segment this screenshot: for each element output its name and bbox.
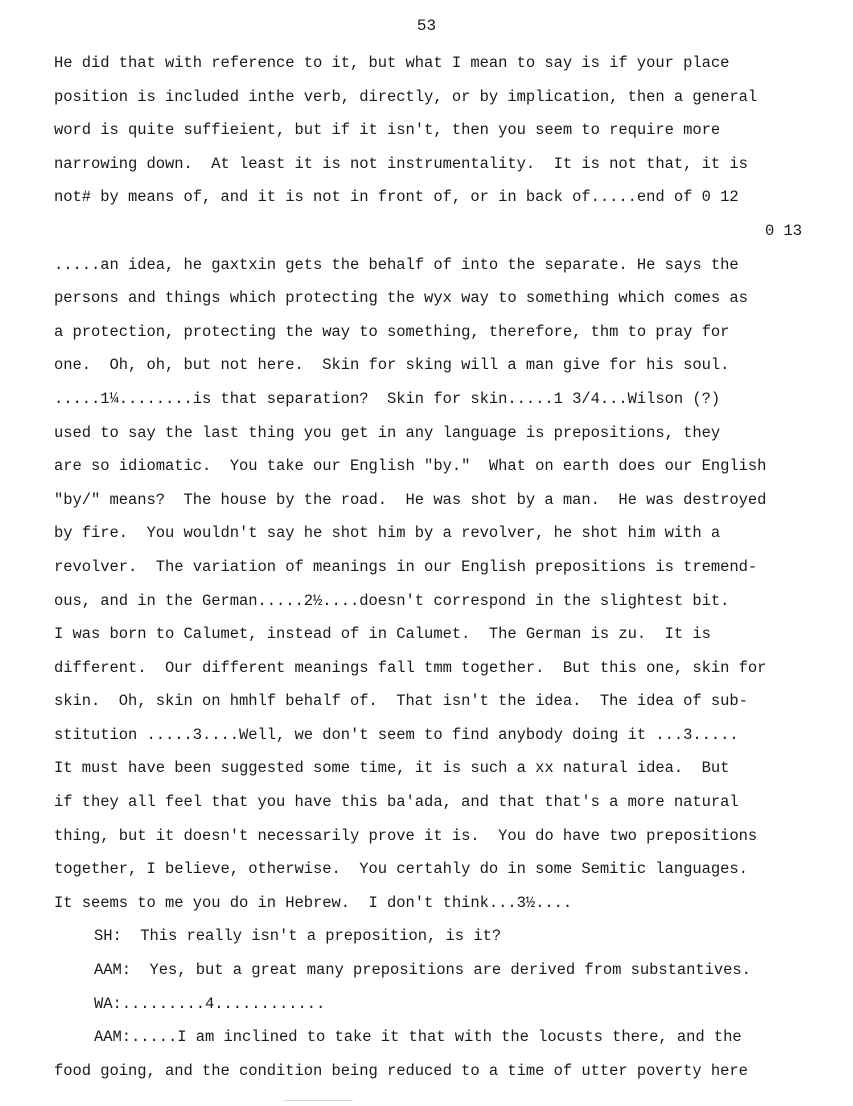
text-line: thing, but it doesn't necessarily prove it is. You do have two prepositions bbox=[54, 826, 758, 845]
text-line: stitution .....3....Well, we don't seem to find anybody doing it ...3..... bbox=[54, 725, 739, 744]
text-line: WA:.........4............ bbox=[94, 994, 326, 1013]
text-line: AAM: Yes, but a great many prepositions are derived from substantives. bbox=[94, 961, 751, 980]
text-line: different. Our different meanings fall tmm together. But this one, skin for bbox=[54, 658, 767, 677]
text-line: It must have been suggested some time, it is such a xx natural idea. But bbox=[54, 759, 730, 778]
text-line: .....1¼........is that separation? Skin for skin.....1 3/4...Wilson (?) bbox=[54, 389, 721, 408]
text-line: 0 13 bbox=[764, 221, 802, 240]
text-line: AAM:.....I am inclined to take it that with the locusts there, and the bbox=[94, 1028, 742, 1047]
text-line: one. Oh, oh, but not here. Skin for sking will a man give for his soul. bbox=[54, 356, 730, 375]
text-line: narrowing down. At least it is not instrumentality. It is not that, it is bbox=[54, 154, 748, 173]
text-line: a protection, protecting the way to something, therefore, thm to pray for bbox=[54, 322, 730, 341]
text-line: not# by means of, and it is not in front of, or in back of.....end of 0 12 bbox=[54, 188, 739, 207]
text-line: if they all feel that you have this ba'ada, and that that's a more natural bbox=[54, 793, 739, 812]
transcript-body bbox=[54, 47, 844, 1088]
text-line: together, I believe, otherwise. You certahly do in some Semitic languages. bbox=[54, 860, 748, 879]
text-line: are so idiomatic. You take our English "by." What on earth does our English bbox=[54, 457, 767, 476]
text-line: by fire. You wouldn't say he shot him by a revolver, he shot him with a bbox=[54, 524, 721, 543]
text-line: .....an idea, he gaxtxin gets the behalf of into the separate. He says the bbox=[54, 255, 739, 274]
text-line: persons and things which protecting the wyx way to something which comes as bbox=[54, 289, 748, 308]
footer-rule bbox=[283, 1100, 353, 1101]
text-line: "by/" means? The house by the road. He was shot by a man. He was destroyed bbox=[54, 490, 767, 509]
text-line: word is quite suffieient, but if it isn't, then you seem to require more bbox=[54, 121, 721, 140]
text-line: He did that with reference to it, but what I mean to say is if your place bbox=[54, 54, 730, 72]
text-line: ous, and in the German.....2½....doesn't correspond in the slightest bit. bbox=[54, 591, 730, 610]
text-line: food going, and the condition being reduced to a time of utter poverty here bbox=[54, 1061, 748, 1080]
text-line: I was born to Calumet, instead of in Calumet. The German is zu. It is bbox=[54, 625, 711, 644]
text-line: It seems to me you do in Hebrew. I don't think...3½.... bbox=[54, 893, 573, 912]
text-line: used to say the last thing you get in any language is prepositions, they bbox=[54, 423, 721, 442]
text-line: skin. Oh, skin on hmhlf behalf of. That isn't the idea. The idea of sub- bbox=[54, 692, 748, 711]
text-line: position is included inthe verb, directly, or by implication, then a general bbox=[54, 87, 758, 106]
text-line: SH: This really isn't a preposition, is it? bbox=[94, 927, 502, 946]
text-line: revolver. The variation of meanings in our English prepositions is tremend- bbox=[54, 557, 758, 576]
page-number: 53 bbox=[416, 17, 437, 35]
